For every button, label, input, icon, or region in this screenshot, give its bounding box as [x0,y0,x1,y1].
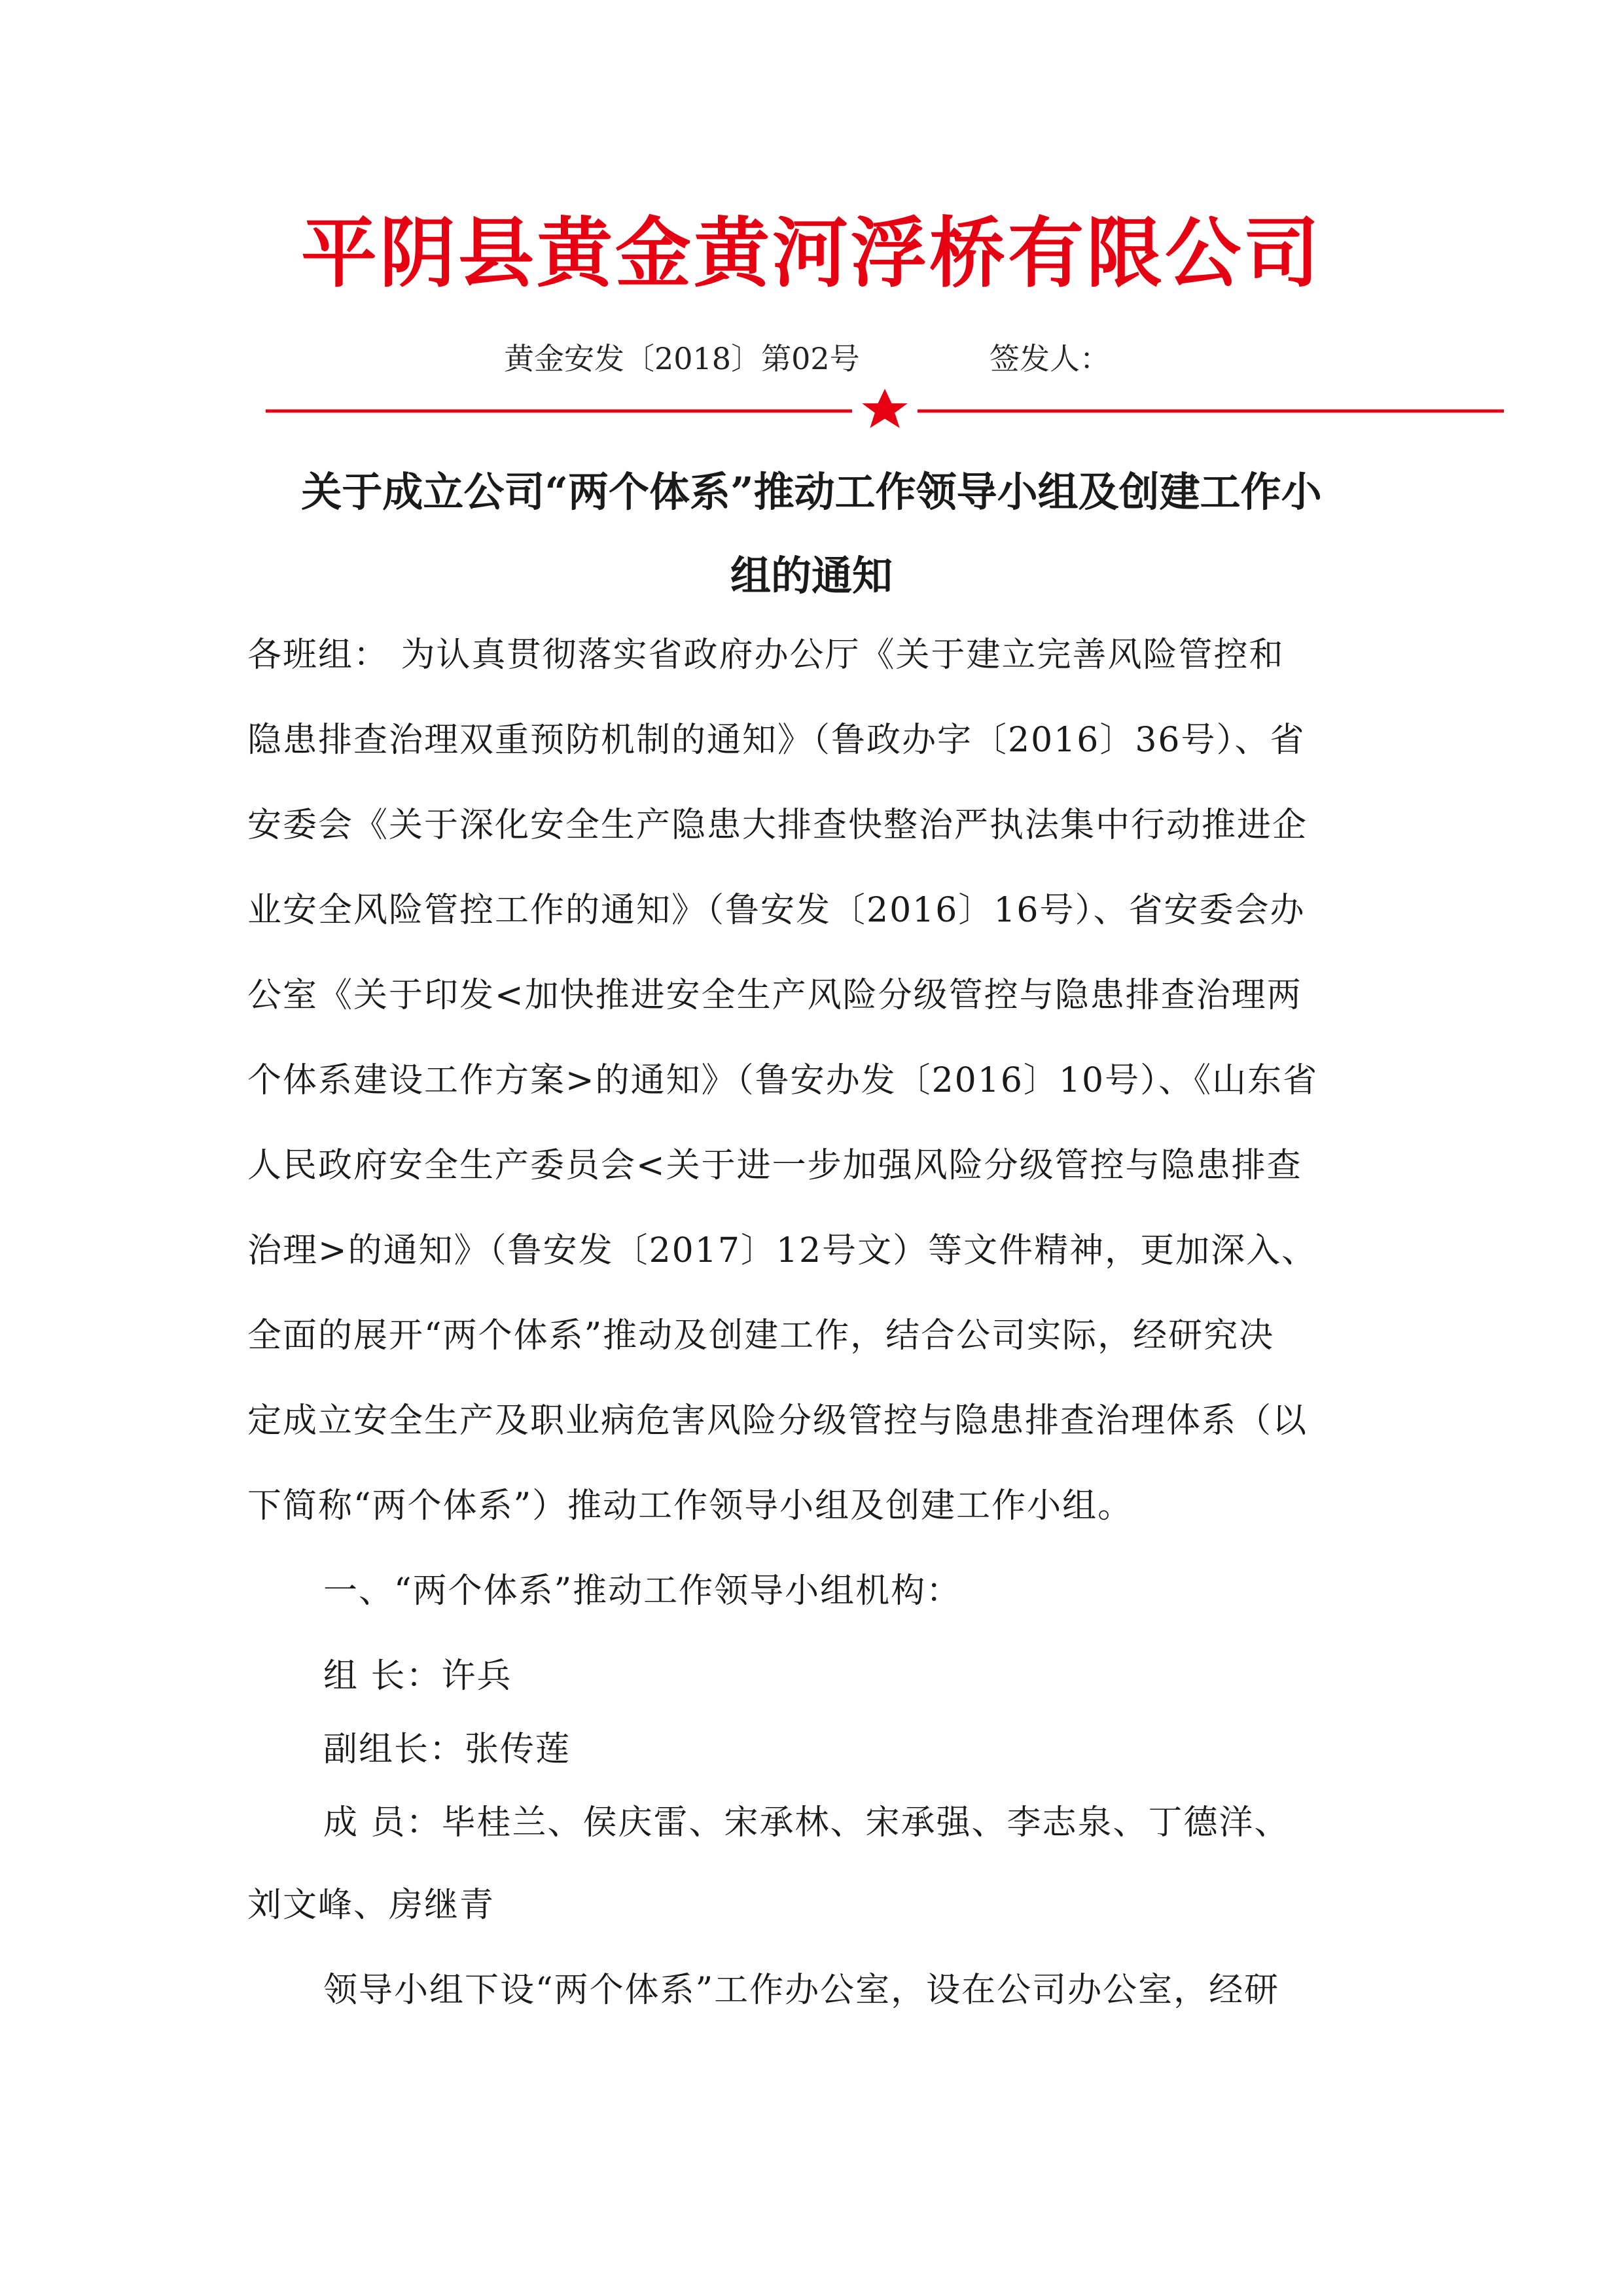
title-line-2: 组的通知 [730,552,893,600]
letterhead-company-name: 平阴县黄金黄河浮桥有限公司 [301,209,1322,298]
red-star-icon [862,389,908,428]
body-line-1: 各班组： 为认真贯彻落实省政府办公厅《关于建立完善风险管控和 [247,636,1285,675]
body-line-5: 公室《关于印发<加快推进安全生产风险分级管控与隐患排查治理两 [247,976,1302,1015]
body-line-9: 全面的展开“两个体系”推动及创建工作，结合公司实际，经研究决 [247,1316,1275,1355]
group-leader: 组 长：许兵 [323,1657,512,1696]
body-line-10: 定成立安全生产及职业病危害风险分级管控与隐患排查治理体系（以 [247,1401,1308,1441]
deputy-group-leader: 副组长：张传莲 [323,1730,571,1769]
body-line-3: 安委会《关于深化安全生产隐患大排查快整治严执法集中行动推进企 [247,806,1308,845]
members-line-1: 成 员：毕桂兰、侯庆雷、宋承林、宋承强、李志泉、丁德洋、 [323,1803,1290,1842]
body-line-7: 人民政府安全生产委员会<关于进一步加强风险分级管控与隐患排查 [247,1146,1302,1185]
body-line-6: 个体系建设工作方案>的通知》（鲁安办发〔2016〕10号）、《山东省 [247,1061,1319,1100]
body-line-8: 治理>的通知》（鲁安发〔2017〕12号文）等文件精神，更加深入、 [247,1231,1317,1270]
document-title [249,450,1374,618]
title-line-1: 关于成立公司“两个体系”推动工作领导小组及创建工作小 [301,468,1322,516]
letterhead-divider [266,385,1504,437]
body-line-2: 隐患排查治理双重预防机制的通知》（鲁政办字〔2016〕36号）、省 [247,721,1306,760]
section-1-heading: 一、“两个体系”推动工作领导小组机构： [323,1571,962,1611]
body-line-4: 业安全风险管控工作的通知》（鲁安发〔2016〕16号）、省安委会办 [247,891,1306,930]
office-paragraph-line: 领导小组下设“两个体系”工作办公室，设在公司办公室，经研 [323,1971,1280,2010]
members-line-2: 刘文峰、房继青 [247,1886,495,1925]
document-number: 黄金安发〔2018〕第02号 [504,341,860,376]
issuer-label: 签发人： [990,341,1110,376]
body-line-11: 下简称“两个体系”）推动工作领导小组及创建工作小组。 [247,1486,1133,1526]
